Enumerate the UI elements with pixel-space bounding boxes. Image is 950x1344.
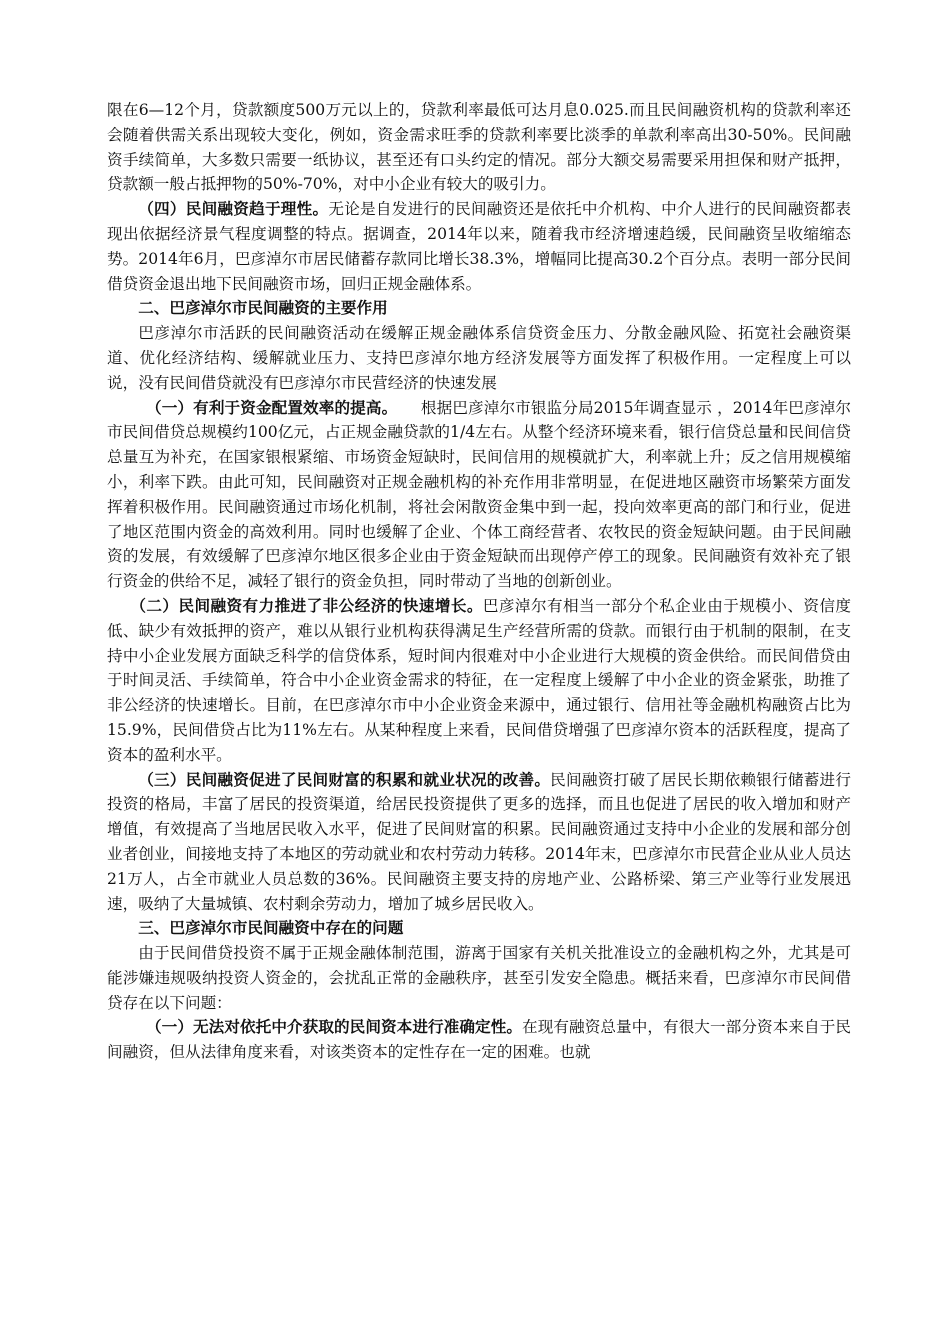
paragraph-lead: （一）有利于资金配置效率的提高。 — [146, 397, 390, 417]
document-page — [107, 98, 851, 1065]
paragraph-text: 限在6—12个月，贷款额度500万元以上的，贷款利率最低可达月息0.025.而且民间融资机构的贷款利率还会随着供需关系出现较大变化，例如，资金需求旺季的贷款利率要比淡季的单款利率高出30-50%。民间融资手续简单，大多数只需要一纸协议，甚至还有口头约定的情况。部分大额交易需要采用担保和财产抵押，贷款额一般占抵押物的50%-70%，对中小企业有较大的吸引力。 — [107, 101, 851, 194]
paragraph-text: 民间融资打破了居民长期依赖银行储蓄进行投资的格局，丰富了居民的投资渠道，给居民投资提供了更多的选择，而且也促进了居民的收入增加和财产增值，有效提高了当地居民收入水平，促进了民间财富的积累。民间融资通过支持中小企业的发展和部分创业者创业，间接地支持了本地区的劳动就业和农村劳动力转移。2014年末，巴彦淖尔市民营企业从业人员达21万人，占全市就业人员总数的36%。民间融资主要支持的房地产业、公路桥梁、第三产业等行业发展迅速，吸纳了大量城镇、农村剩余劳动力，增加了城乡居民收入。 — [107, 770, 851, 913]
paragraph-text: 无论是自发进行的民间融资还是依托中介机构、中介人进行的民间融资都表现出依据经济景气程度调整的特点。据调查，2014年以来，随着我市经济增速趋缓，民间融资呈收缩缩态势。2014年6月，巴彦淖尔市居民储蓄存款同比增长38.3%，增幅同比提高30.2个百分点。表明一部分民间借贷资金退出地下民间融资市场，回归正规金融体系。 — [107, 200, 851, 293]
section-heading-2: 二、巴彦淖尔市民间融资的主要作用 — [138, 298, 388, 318]
paragraph-text: 根据巴彦淖尔市银监分局2015年调查显示 ，2014年巴彦淖尔市民间借贷总规模约100亿元，占正规金融贷款的1/4左右。从整个经济环境来看，银行信贷总量和民间信贷总量互为补充，在国家银根紧缩、市场资金短缺时，民间信用的规模就扩大，利率就上升；反之信用规模缩小，利率下跌。由此可知，民间融资对正规金融机构的补充作用非常明显，在促进地区融资市场繁荣方面发挥着积极作用。民间融资通过市场化机制，将社会闲散资金集中到一起，投向效率更高的部门和行业，促进了地区范围内资金的高效利用。同时也缓解了企业、个体工商经营者、农牧民的资金短缺问题。由于民间融资的发展，有效缓解了巴彦淖尔地区很多企业由于资金短缺而出现停产停工的现象。民间融资有效补充了银行资金的供给不足，减轻了银行的资金负担，同时带动了当地的创新创业。 — [107, 398, 851, 591]
paragraph-lead: （二）民间融资有力推进了非公经济的快速增长。 — [130, 595, 483, 615]
paragraph-3-wealth — [107, 768, 851, 917]
paragraph-continuation — [107, 98, 851, 197]
paragraph-2-nonpublic — [107, 594, 851, 768]
paragraph-text: 在现有融资总量中，有很大一部分资本来自于民间融资，但从法律角度来看，对该类资本的定性存在一定的困难。也就 — [107, 1018, 851, 1062]
section-heading-3: 三、巴彦淖尔市民间融资中存在的问题 — [138, 918, 404, 938]
paragraph-lead: （一）无法对依托中介获取的民间资本进行准确定性。 — [146, 1017, 523, 1037]
paragraph-text: 巴彦淖尔有相当一部分个私企业由于规模小、资信度低、缺少有效抵押的资产，难以从银行业机构获得满足生产经营所需的贷款。而银行由于机制的限制，在支持中小企业发展方面缺乏科学的信贷体系，短时间内很难对中小企业进行大规模的资金供给。而民间借贷由于时间灵活、手续简单，符合中小企业资金需求的特征，在一定程度上缓解了中小企业的资金紧张，助推了非公经济的快速增长。目前，在巴彦淖尔市中小企业资金来源中，通过银行、信用社等金融机构融资占比为15.9%，民间借贷占比为11%左右。从某种程度上来看，民间借贷增强了巴彦淖尔资本的活跃程度，提高了资本的盈利水平。 — [107, 596, 851, 764]
paragraph-intro-role — [107, 321, 851, 395]
paragraph-lead: （三）民间融资促进了民间财富的积累和就业状况的改善。 — [138, 769, 551, 789]
paragraph-lead: （四）民间融资趋于理性。 — [138, 199, 329, 219]
paragraph-intro-problems — [107, 941, 851, 1015]
paragraph-1-intermediary — [107, 1015, 851, 1065]
paragraph-1-efficiency — [107, 396, 851, 594]
paragraph-text: 由于民间借贷投资不属于正规金融体制范围，游离于国家有关机关批准设立的金融机构之外，尤其是可能涉嫌违规吸纳投资人资金的，会扰乱正常的金融秩序，甚至引发安全隐患。概括来看，巴彦淖尔市民间借贷存在以下问题： — [107, 944, 851, 1012]
paragraph-text: 巴彦淖尔市活跃的民间融资活动在缓解正规金融体系信贷资金压力、分散金融风险、拓宽社会融资渠道、优化经济结构、缓解就业压力、支持巴彦淖尔地方经济发展等方面发挥了积极作用。一定程度上可以说，没有民间借贷就没有巴彦淖尔市民营经济的快速发展 — [107, 324, 851, 392]
paragraph-4-rational — [107, 197, 851, 296]
